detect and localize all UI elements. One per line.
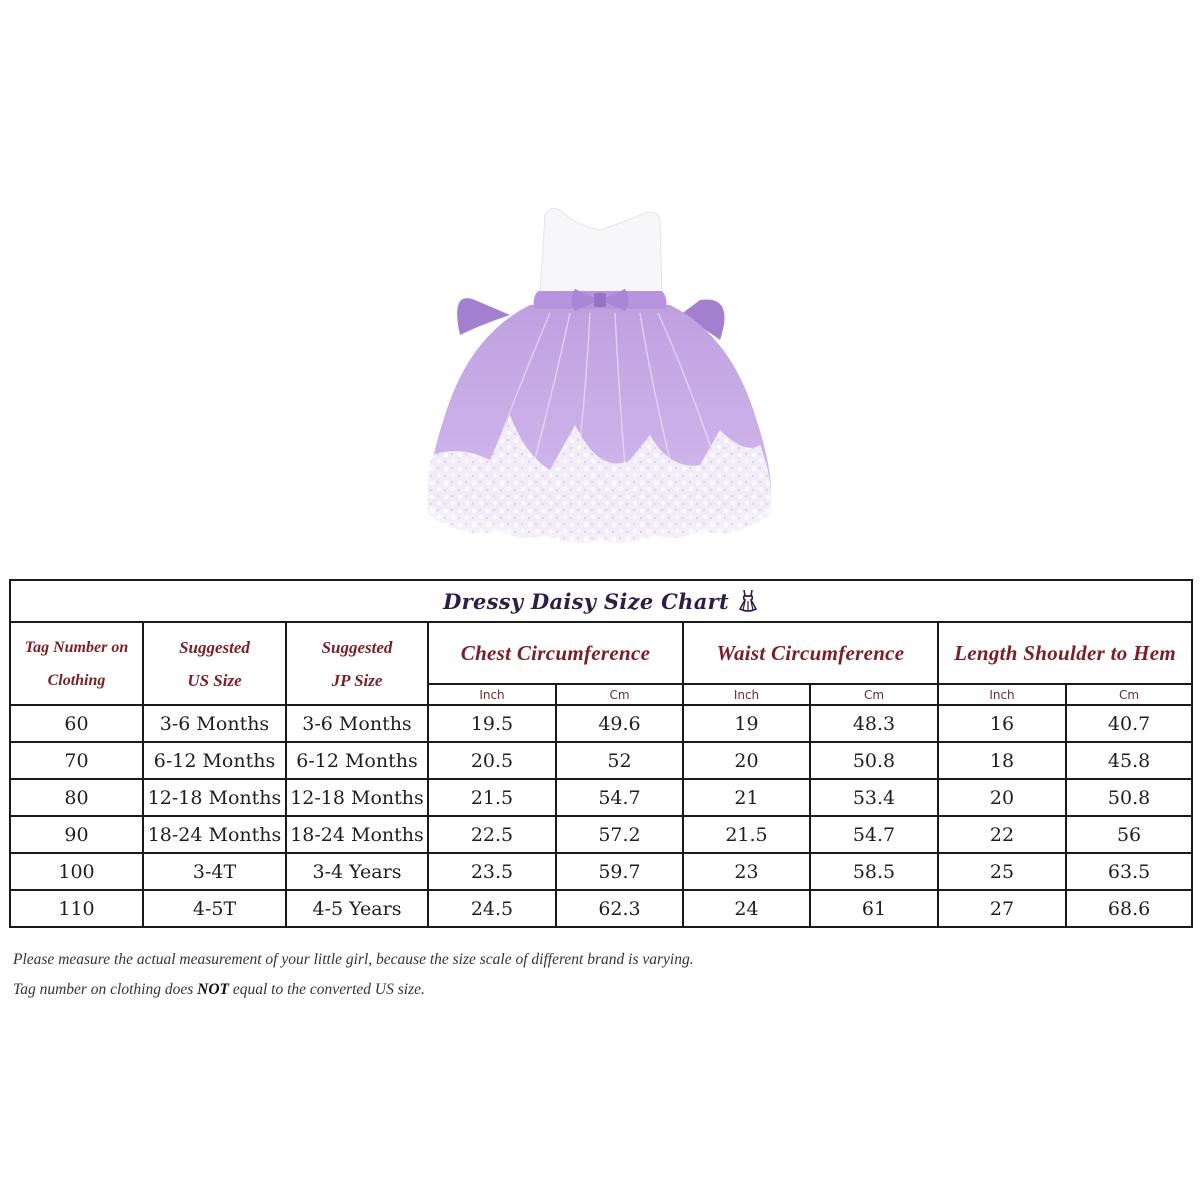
cell-chest-cm: 52 [556,742,683,779]
cell-length-inch: 18 [938,742,1066,779]
header-us-size [143,622,286,705]
cell-waist-inch: 21.5 [683,816,810,853]
cell-length-inch: 20 [938,779,1066,816]
size-chart-title-text: Dressy Daisy Size Chart [443,588,730,614]
header-jp-size-line1: Suggested [321,637,393,657]
cell-chest-cm: 54.7 [556,779,683,816]
header-us-size-line1: Suggested [179,637,250,657]
subheader-chest-inch: Inch [428,684,556,705]
cell-chest-cm: 49.6 [556,705,683,742]
cell-waist-cm: 58.5 [810,853,938,890]
cell-length-cm: 56 [1066,816,1192,853]
cell-tag: 70 [10,742,143,779]
table-row [10,816,1192,853]
subheader-chest-cm: Cm [556,684,683,705]
size-chart-title [443,589,759,614]
cell-chest-cm: 59.7 [556,853,683,890]
cell-length-inch: 25 [938,853,1066,890]
cell-waist-inch: 23 [683,853,810,890]
cell-chest-inch: 24.5 [428,890,556,927]
subheader-waist-cm: Cm [810,684,938,705]
cell-waist-cm: 48.3 [810,705,938,742]
header-jp-size [286,622,428,705]
cell-us-size: 12-18 Months [143,779,286,816]
cell-length-cm: 63.5 [1066,853,1192,890]
tag-number-note-text-end: equal to the converted US size. [229,981,425,998]
table-row [10,779,1192,816]
cell-chest-cm: 62.3 [556,890,683,927]
cell-jp-size: 12-18 Months [286,779,428,816]
tag-number-note-text: Tag number on clothing does [13,981,198,998]
subheader-length-cm: Cm [1066,684,1192,705]
tag-number-note-emphasis: NOT [197,981,229,998]
cell-waist-cm: 54.7 [810,816,938,853]
cell-chest-inch: 21.5 [428,779,556,816]
cell-chest-inch: 19.5 [428,705,556,742]
cell-waist-inch: 20 [683,742,810,779]
tag-number-note [13,981,425,999]
subheader-length-inch: Inch [938,684,1066,705]
cell-jp-size: 18-24 Months [286,816,428,853]
cell-waist-cm: 61 [810,890,938,927]
size-chart-table [9,579,1193,928]
cell-length-cm: 68.6 [1066,890,1192,927]
cell-chest-cm: 57.2 [556,816,683,853]
cell-jp-size: 3-6 Months [286,705,428,742]
cell-waist-inch: 21 [683,779,810,816]
dress-bodice [540,208,662,295]
cell-chest-inch: 23.5 [428,853,556,890]
cell-length-cm: 45.8 [1066,742,1192,779]
cell-waist-cm: 53.4 [810,779,938,816]
cell-us-size: 4-5T [143,890,286,927]
cell-tag: 110 [10,890,143,927]
cell-length-cm: 40.7 [1066,705,1192,742]
header-waist: Waist Circumference [683,622,938,684]
measurement-note: Please measure the actual measurement of your little girl, because the size scale of different brand is varying. [13,951,694,968]
cell-chest-inch: 20.5 [428,742,556,779]
cell-us-size: 18-24 Months [143,816,286,853]
cell-tag: 60 [10,705,143,742]
cell-us-size: 6-12 Months [143,742,286,779]
header-chest: Chest Circumference [428,622,683,684]
cell-tag: 80 [10,779,143,816]
table-row [10,890,1192,927]
size-chart-title-cell [10,580,1192,622]
cell-waist-inch: 24 [683,890,810,927]
dress-product-image [400,185,800,560]
cell-tag: 100 [10,853,143,890]
table-row [10,705,1192,742]
cell-jp-size: 4-5 Years [286,890,428,927]
cell-chest-inch: 22.5 [428,816,556,853]
cell-us-size: 3-4T [143,853,286,890]
header-us-size-line2: US Size [187,670,242,690]
cell-length-inch: 27 [938,890,1066,927]
header-tag-number-line2: Clothing [47,671,106,689]
table-row [10,853,1192,890]
subheader-waist-inch: Inch [683,684,810,705]
header-jp-size-line2: JP Size [331,670,383,690]
cell-jp-size: 6-12 Months [286,742,428,779]
table-row [10,742,1192,779]
cell-us-size: 3-6 Months [143,705,286,742]
dress-icon [737,589,759,613]
cell-tag: 90 [10,816,143,853]
cell-length-inch: 16 [938,705,1066,742]
cell-waist-inch: 19 [683,705,810,742]
header-tag-number [10,622,143,705]
cell-jp-size: 3-4 Years [286,853,428,890]
header-tag-number-line1: Tag Number on [24,638,129,656]
cell-length-inch: 22 [938,816,1066,853]
cell-length-cm: 50.8 [1066,779,1192,816]
header-length: Length Shoulder to Hem [938,622,1192,684]
cell-waist-cm: 50.8 [810,742,938,779]
